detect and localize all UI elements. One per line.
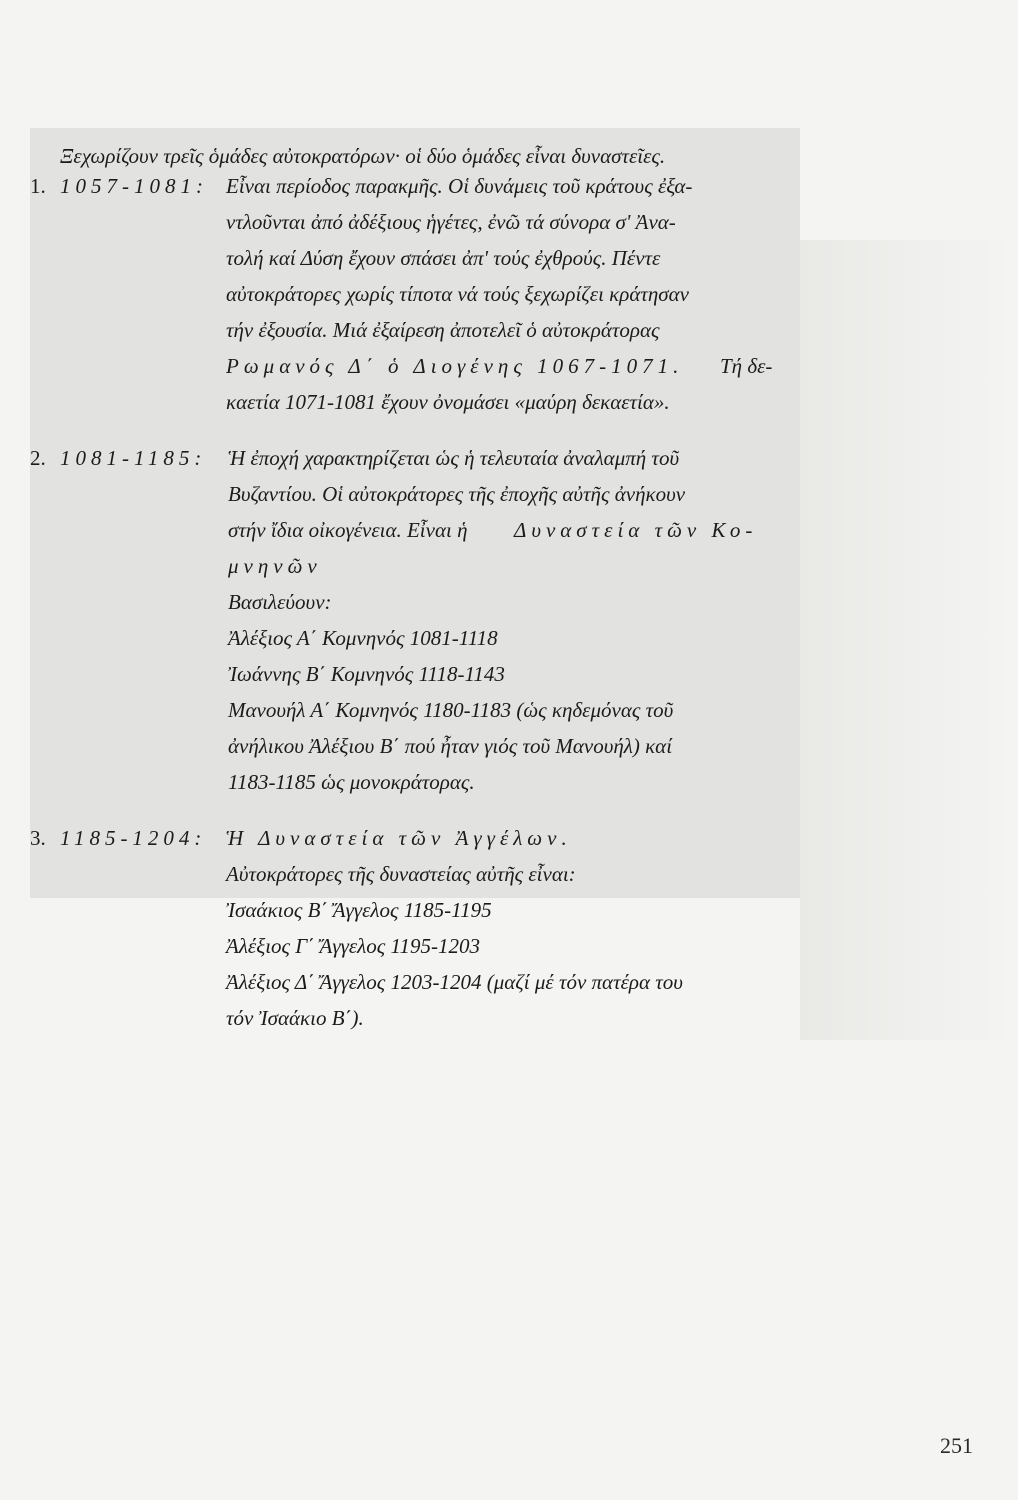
section-3-number: 3. xyxy=(30,826,46,850)
section-3-period: 1185-1204: xyxy=(60,826,207,850)
section-1-line: τολή καί Δύση ἔχουν σπάσει ἀπ' τούς ἐχθρούς. Πέντε xyxy=(226,246,661,270)
ruler-entry: ἀνήλικου Ἀλέξιου Β΄ πού ἦταν γιός τοῦ Μανουήλ) καί xyxy=(228,734,673,758)
section-2-number: 2. xyxy=(30,446,46,470)
section-1-number: 1. xyxy=(30,174,46,198)
rulers-label: Αὐτοκράτορες τῆς δυναστείας αὐτῆς εἶναι: xyxy=(226,862,576,886)
page-number: 251 xyxy=(940,1433,973,1458)
ruler-entry: Ἰωάννης Β΄ Κομνηνός 1118-1143 xyxy=(228,662,505,686)
section-1-line: ντλοῦνται ἀπό ἀδέξιους ἡγέτες, ἐνῶ τά σύνορα σ' Ἀνα- xyxy=(226,210,676,234)
section-2-line: Ἡ ἐποχή χαρακτηρίζεται ὡς ἡ τελευταία ἀναλαμπή τοῦ xyxy=(228,446,680,470)
section-1-last-line: καετία 1071-1081 ἔχουν ὀνομάσει «μαύρη δεκαετία». xyxy=(226,390,670,414)
section-1-line: τήν ἐξουσία. Μιά ἐξαίρεση ἀποτελεῖ ὁ αὐτοκράτορας xyxy=(226,318,660,342)
ruler-entry: 1183-1185 ὡς μονοκράτορας. xyxy=(228,770,475,794)
intro-line: Ξεχωρίζουν τρεῖς ὁμάδες αὐτοκρατόρων· οἱ δύο ὁμάδες εἶναι δυναστεῖες. xyxy=(60,144,666,168)
ruler-entry: τόν Ἰσαάκιο Β΄). xyxy=(226,1006,364,1030)
ruler-entry: Ἀλέξιος Δ΄ Ἄγγελος 1203-1204 (μαζί μέ τόν πατέρα του xyxy=(226,970,683,994)
ruler-entry: Ἀλέξιος Α΄ Κομνηνός 1081-1118 xyxy=(228,626,498,650)
dynasty-komnenos: Δυναστεία τῶν Κο- xyxy=(514,518,758,542)
section-1-period: 1057-1081: xyxy=(60,174,208,198)
section-1-ruler-name: Ρωμανός Δ΄ ὁ Διογένης 1067-1071. xyxy=(226,354,684,378)
dynasty-angeloi: Ἡ Δυναστεία τῶν Ἀγγέλων. xyxy=(226,826,572,850)
ruler-entry: Ἀλέξιος Γ΄ Ἄγγελος 1195-1203 xyxy=(226,934,480,958)
dynasty-komnenos-cont: μνηνῶν xyxy=(228,554,322,578)
show-through-margin xyxy=(800,240,1018,1040)
section-1-line: Εἶναι περίοδος παρακμῆς. Οἱ δυνάμεις τοῦ κράτους ἐξα- xyxy=(226,174,693,198)
section-2-period: 1081-1185: xyxy=(60,446,207,470)
section-2-line: στήν ἴδια οἰκογένεια. Εἶναι ἡ xyxy=(228,518,468,542)
section-2-line: Βυζαντίου. Οἱ αὐτοκράτορες τῆς ἐποχῆς αὐτῆς ἀνήκουν xyxy=(228,482,686,506)
ruler-entry: Μανουήλ Α΄ Κομνηνός 1180-1183 (ὡς κηδεμόνας τοῦ xyxy=(228,698,674,722)
rulers-label: Βασιλεύουν: xyxy=(228,590,332,614)
section-1-line: αὐτοκράτορες χωρίς τίποτα νά τούς ξεχωρίζει κράτησαν xyxy=(226,282,689,306)
ruler-entry: Ἰσαάκιος Β΄ Ἄγγελος 1185-1195 xyxy=(226,898,492,922)
section-1-ruler-tail: Τή δε- xyxy=(720,354,773,378)
